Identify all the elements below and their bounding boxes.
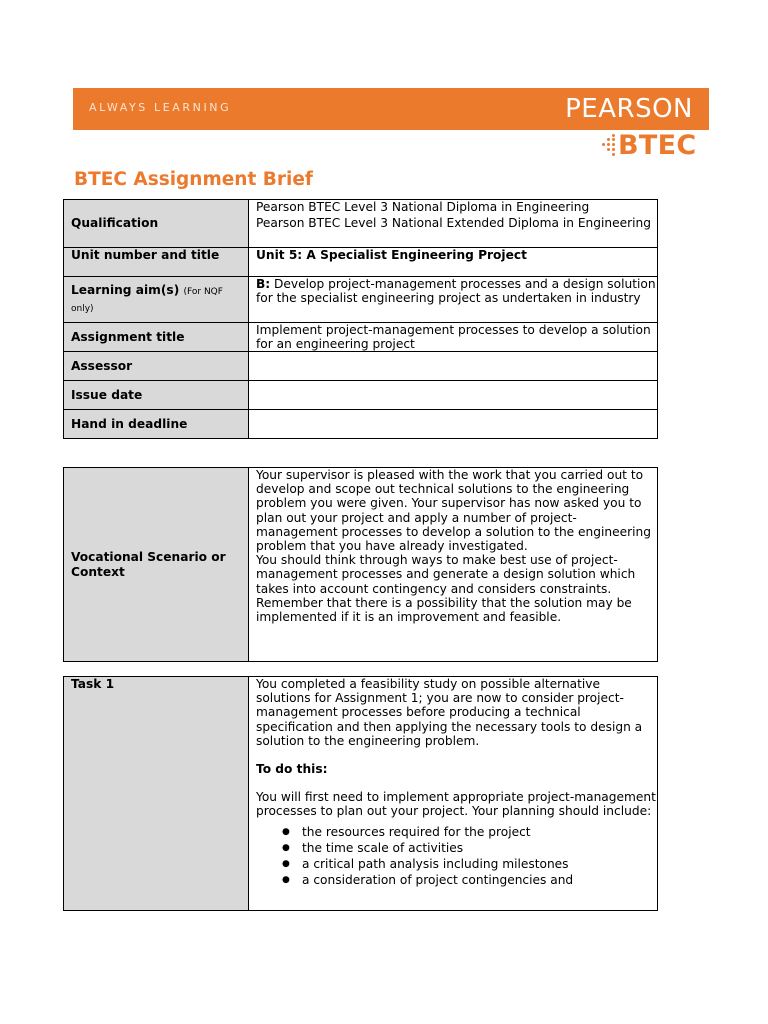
assignment-title-label: Assignment title	[64, 323, 249, 352]
brand-logo: PEARSON	[565, 94, 693, 124]
task-bullet-list	[256, 825, 657, 888]
list-item: ● a critical path analysis including milestones	[282, 857, 657, 871]
table-row	[64, 352, 658, 381]
task-intro: You completed a feasibility study on possible alternative solutions for Assignment 1; you are now to consider project-management processes before producing a technical specification and then applying the necessary tools to design a solution to the engineering problem.	[256, 677, 643, 748]
scenario-text	[249, 468, 658, 662]
learning-aims-label-text: Learning aim(s)	[71, 283, 180, 298]
assessor-value	[249, 352, 658, 381]
table-row	[64, 277, 658, 323]
qualification-line-1: Pearson BTEC Level 3 National Diploma in Engineering	[256, 200, 590, 214]
task-label: Task 1	[64, 677, 249, 911]
btec-logo	[600, 130, 700, 162]
list-item: ● a consideration of project contingencies and	[282, 873, 657, 887]
learning-aims-note: (For NQF only)	[71, 287, 223, 314]
unit-value: Unit 5: A Specialist Engineering Project	[249, 248, 658, 277]
qualification-line-2: Pearson BTEC Level 3 National Extended Diploma in Engineering	[256, 216, 651, 231]
qualification-value	[249, 200, 658, 248]
tagline: ALWAYS LEARNING	[89, 101, 232, 114]
table-row	[64, 410, 658, 439]
table-row	[64, 200, 658, 248]
assignment-details-table	[63, 199, 658, 439]
page-title: BTEC Assignment Brief	[74, 169, 313, 190]
qualification-label: Qualification	[64, 200, 249, 248]
learning-aims-label	[64, 277, 249, 323]
task-instruction: You will first need to implement appropriate project-management processes to plan out your project. Your planning should include:	[256, 790, 656, 819]
learning-aim-text: Develop project-management processes and a design solution for the specialist engineering project as undertaken in industry	[256, 277, 656, 306]
learning-aims-value	[249, 277, 658, 323]
table-row	[64, 381, 658, 410]
learning-aim-prefix: B:	[256, 277, 271, 291]
task-table	[63, 676, 658, 911]
list-item: ● the time scale of activities	[282, 841, 657, 855]
unit-label: Unit number and title	[64, 248, 249, 277]
table-row	[64, 323, 658, 352]
scenario-table	[63, 467, 658, 662]
btec-dots-icon	[600, 132, 618, 158]
scenario-paragraph-2: You should think through ways to make best use of project-management processes and generate a design solution which takes into account contingency and considers constraints. Remember that there is a possibility that the solution may be implemented if it is an improvement and feasible.	[256, 553, 636, 625]
assignment-title-value: Implement project-management processes to develop a solution for an engineering project	[249, 323, 658, 352]
table-row	[64, 468, 658, 662]
task-todo-heading: To do this:	[256, 762, 328, 777]
issue-date-value	[249, 381, 658, 410]
deadline-label: Hand in deadline	[64, 410, 249, 439]
btec-wordmark: BTEC	[618, 130, 697, 161]
scenario-paragraph-1: Your supervisor is pleased with the work that you carried out to develop and scope out technical solutions to the engineering problem you were given. Your supervisor has now asked you to plan out your project and apply a number of project-management processes to develop a solution to the engineering problem that you have already investigated.	[256, 468, 651, 554]
scenario-label: Vocational Scenario or Context	[64, 468, 249, 662]
pearson-header-banner	[73, 88, 709, 130]
list-item: ● the resources required for the project	[282, 825, 657, 839]
task-body	[249, 677, 658, 911]
issue-date-label: Issue date	[64, 381, 249, 410]
assessor-label: Assessor	[64, 352, 249, 381]
table-row	[64, 677, 658, 911]
table-row	[64, 248, 658, 277]
deadline-value	[249, 410, 658, 439]
